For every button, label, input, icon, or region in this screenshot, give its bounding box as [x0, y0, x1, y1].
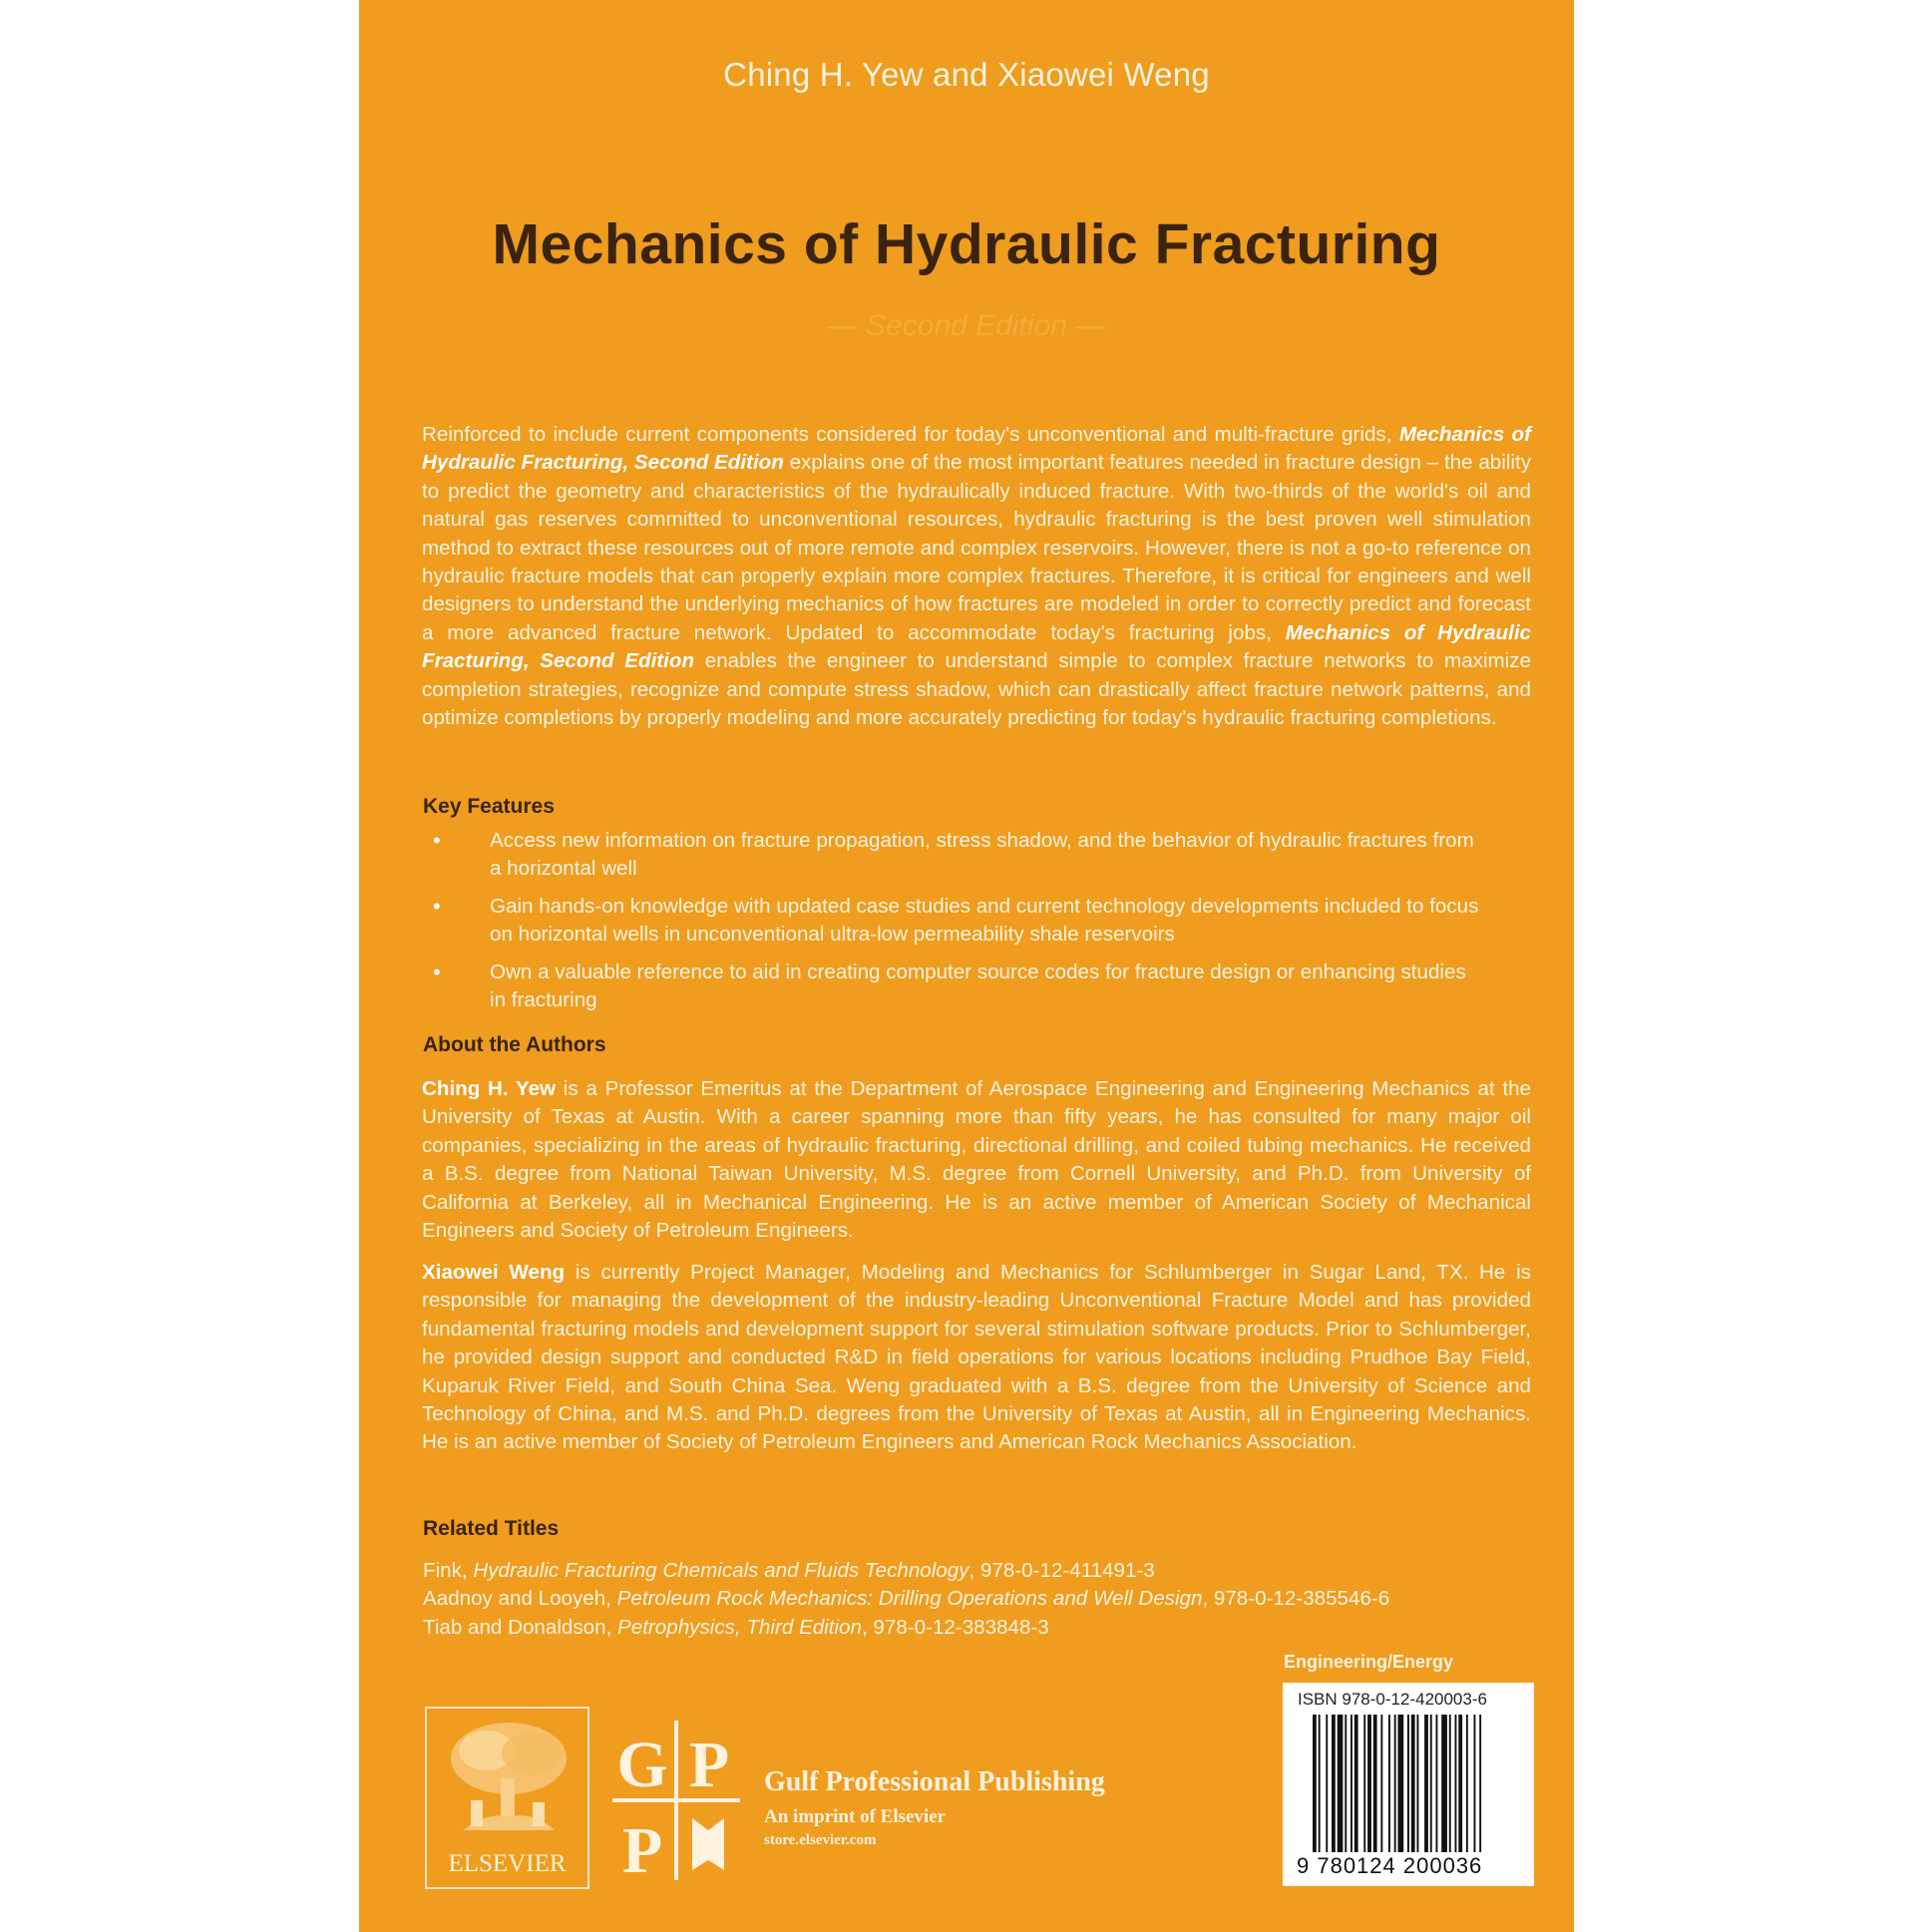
related-title-item [423, 1557, 1389, 1585]
gpp-letter-g: G [616, 1729, 668, 1801]
barcode-bar [1407, 1715, 1409, 1852]
barcode-bar [1458, 1715, 1462, 1852]
related-isbn: , 978-0-12-383848-3 [861, 1615, 1049, 1639]
barcode-bar [1380, 1715, 1382, 1852]
barcode-bar [1345, 1715, 1347, 1852]
related-title-item [423, 1585, 1389, 1613]
yew-bio: is a Professor Emeritus at the Department of Aerospace Engineering and Engineering Mechanics at the University of Texas at Austin. With a career spanning more than fifty years, he has consulted for many major oil companies, specializing in the areas of hydraulic fracturing, directional drilling, and coiled tubing mechanics. He received a B.S. degree from National Taiwan University, M.S. degree from Cornell University, and Ph.D. from University of California at Berkeley, all in Mechanical Engineering. He is an active member of American Society of Mechanical Engineers and Society of Petroleum Engineers. [422, 1077, 1531, 1243]
barcode-bar [1332, 1715, 1336, 1852]
feature-item [423, 959, 1480, 1015]
description-title-emphasis-1: Mechanics of Hydraulic Fracturing, Second Edition [422, 423, 1531, 475]
barcode-bar [1326, 1715, 1328, 1852]
isbn-label: ISBN 978-0-12-420003-6 [1298, 1690, 1487, 1709]
related-titles-heading: Related Titles [423, 1517, 560, 1540]
description-paragraph [422, 421, 1531, 732]
barcode-bar [1474, 1715, 1476, 1852]
related-author: Aadnoy and Looyeh, [423, 1587, 617, 1611]
barcode-bar [1398, 1715, 1404, 1852]
barcode-bar [1367, 1715, 1371, 1852]
barcode-bar [1319, 1715, 1321, 1852]
description-text-3: enables the engineer to understand simple to complex fracture networks to maximize completion strategies, recognize and compute stress shadow, which can drastically affect fracture network patterns, and optimize completions by properly modeling and more accurately predicting for today's hydraulic fracturing completions. [422, 649, 1531, 730]
weng-bio: is currently Project Manager, Modeling and Mechanics for Schlumberger in Sugar Land, TX. He is responsible for managing the development of the industry-leading Unconventional Fracture Model and has provided fundamental fracturing models and development support for several stimulation software products. Prior to Schlumberger, he provided design support and conducted R&D in field operations for various locations including Prudhoe Bay Field, Kuparuk River Field, and South China Sea. Weng graduated with a B.S. degree from the University of Science and Technology of China, and M.S. and Ph.D. degrees from the University of Texas at Austin, all in Engineering Mechanics. He is an active member of Society of Petroleum Engineers and American Rock Mechanics Association. [422, 1261, 1531, 1454]
isbn-barcode [1283, 1683, 1534, 1886]
about-authors-heading: About the Authors [423, 1033, 606, 1056]
key-features-heading: Key Features [423, 795, 555, 818]
publisher-store-url: store.elsevier.com [764, 1832, 877, 1848]
barcode-bars-icon [1313, 1715, 1517, 1852]
barcode-bar [1449, 1715, 1451, 1852]
cover-authors: Ching H. Yew and Xiaowei Weng [723, 56, 1210, 93]
key-features-list [423, 827, 1480, 1023]
publisher-name: Gulf Professional Publishing [764, 1766, 1105, 1797]
bullet-icon: • [433, 959, 441, 984]
barcode-bar [1430, 1715, 1432, 1852]
barcode-bar [1466, 1715, 1468, 1852]
barcode-bar [1338, 1715, 1344, 1852]
description-text-2: explains one of the most important features needed in fracture design – the ability to predict the geometry and characteristics of the hydraulically induced fracture. With two-thirds of the world's oil and natural gas reserves committed to unconventional resources, hydraulic fracturing is the best proven well stimulation method to extract these resources out of more remote and complex reservoirs. However, there is not a go-to reference on hydraulic fracture models that can properly explain more complex fractures. Therefore, it is critical for engineers and well designers to understand the underlying mechanics of how fractures are modeled in order to correctly predict and forecast a more advanced fracture network. Updated to accommodate today's fracturing jobs, [422, 451, 1531, 644]
elsevier-logo [425, 1707, 589, 1889]
weng-bio-paragraph [422, 1259, 1531, 1457]
barcode-bar [1436, 1715, 1438, 1852]
barcode-bar [1479, 1715, 1481, 1852]
yew-bio-paragraph [422, 1075, 1531, 1245]
barcode-bar [1455, 1715, 1457, 1852]
related-book-title: Petroleum Rock Mechanics: Drilling Operations and Well Design [616, 1587, 1203, 1611]
book-icon [692, 1818, 724, 1870]
elsevier-wordmark: ELSEVIER [448, 1850, 567, 1877]
related-book-title: Hydraulic Fracturing Chemicals and Fluids Technology [473, 1559, 969, 1582]
description-title-emphasis-2: Mechanics of Hydraulic Fracturing, Second Edition [422, 620, 1531, 673]
isbn-digits: 9 780124 200036 [1297, 1853, 1483, 1878]
feature-text: Gain hands-on knowledge with updated case studies and current technology developments included to focus on horizontal wells in unconventional ultra-low permeability shale reservoirs [490, 894, 1479, 947]
book-title: Mechanics of Hydraulic Fracturing [492, 212, 1441, 276]
subject-category: Engineering/Energy [1284, 1652, 1454, 1672]
related-isbn: , 978-0-12-385546-6 [1202, 1587, 1390, 1611]
barcode-bar [1373, 1715, 1377, 1852]
yew-name: Ching H. Yew [422, 1077, 557, 1100]
barcode-bar [1411, 1715, 1415, 1852]
barcode-bar [1351, 1715, 1352, 1852]
barcode-bar [1441, 1715, 1447, 1852]
gpp-letter-p2: P [621, 1814, 663, 1880]
back-cover [359, 0, 1574, 1932]
related-title-item [423, 1614, 1389, 1642]
barcode-bar [1313, 1715, 1317, 1852]
tree-icon [427, 1709, 587, 1848]
weng-name: Xiaowei Weng [422, 1261, 566, 1284]
barcode-bar [1363, 1715, 1365, 1852]
feature-item [423, 827, 1480, 884]
feature-text: Own a valuable reference to aid in creating computer source codes for fracture design or enhancing studies in fracturing [490, 960, 1466, 1012]
related-isbn: , 978-0-12-411491-3 [968, 1559, 1155, 1582]
bullet-icon: • [433, 828, 441, 853]
description-text-1: Reinforced to include current components considered for today's unconventional and multi-fracture grids, [422, 423, 1399, 446]
gpp-logo-icon [612, 1721, 740, 1880]
barcode-bar [1354, 1715, 1358, 1852]
publisher-imprint: An imprint of Elsevier [764, 1806, 947, 1827]
edition-label: — Second Edition — [827, 309, 1106, 342]
feature-item [423, 893, 1480, 950]
related-author: Fink, [423, 1559, 474, 1582]
related-book-title: Petrophysics, Third Edition [617, 1615, 862, 1639]
gpp-letter-p: P [688, 1729, 730, 1801]
barcode-bar [1424, 1715, 1428, 1852]
barcode-bar [1394, 1715, 1396, 1852]
barcode-bar [1417, 1715, 1419, 1852]
bullet-icon: • [433, 893, 441, 919]
related-titles-list [423, 1557, 1389, 1642]
feature-text: Access new information on fracture propagation, stress shadow, and the behavior of hydraulic fractures from a horizontal well [490, 829, 1474, 881]
related-author: Tiab and Donaldson, [423, 1615, 618, 1639]
barcode-bar [1388, 1715, 1390, 1852]
